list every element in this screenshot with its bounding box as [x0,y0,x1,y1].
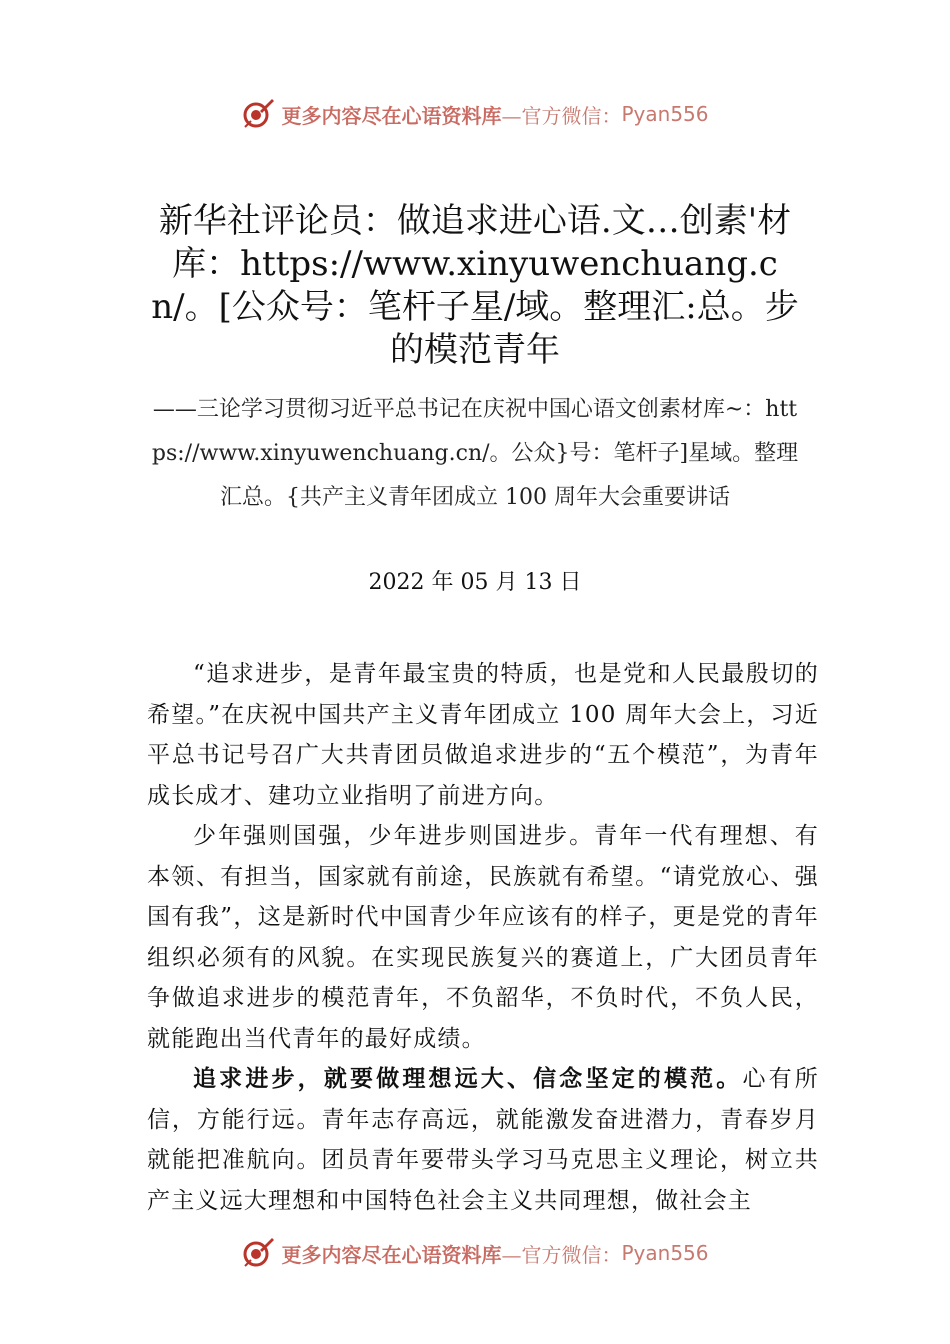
banner-wechat-label: —官方微信： [501,1242,622,1267]
paragraph-text: “追求进步，是青年最宝贵的特质，也是党和人民最殷切的希望。”在庆祝中国共产主义青年团成立 100 周年大会上，习近平总书记号召广大共青团员做追求进步的“五个模范”，为青年成长成才、建功立业指明了前进方向。 [147,661,819,809]
paragraph [147,816,819,1059]
paragraph-lead-sentence: 追求进步，就要做理想远大、信念坚定的模范。 [193,1066,743,1092]
article-subtitle: ——三论学习贯彻习近平总书记在庆祝中国心语文创素材库~：https://www.xinyuwenchuang.cn/。公众}号：笔杆子]星域。整理汇总。{共产主义青年团成立 100 周年大会重要讲话 [151,397,799,510]
banner-wechat-id: Pyan556 [621,102,709,126]
paragraph-text: 心有所信，方能行远。青年志存高远，就能激发奋进潜力，青春岁月就能把准航向。团员青年要带头学习马克思主义理论，树立共产主义远大理想和中国特色社会主义共同理想，做社会主 [147,1066,819,1214]
paragraph-text: 少年强则国强，少年进步则国进步。青年一代有理想、有本领、有担当，国家就有前途，民族就有希望。“请党放心、强国有我”，这是新时代中国青少年应该有的样子，更是党的青年组织必须有的风貌。在实现民族复兴的赛道上，广大团员青年争做追求进步的模范青年，不负韶华，不负时代，不负人民，就能跑出当代青年的最好成绩。 [147,823,819,1052]
banner-brand-text: 更多内容尽在心语资料库 [281,1242,502,1267]
banner-brand-text: 更多内容尽在心语资料库 [281,103,502,128]
article-body [147,654,819,1221]
paragraph [147,654,819,816]
header-watermark-banner [0,94,950,134]
article-title: 新华社评论员：做追求进心语.文…创素'材库：https://www.xinyuwenchuang.cn/。[公众号：笔杆子星/域。整理汇:总。步的模范青年 [151,201,799,370]
article-date: 2022 年 05 月 13 日 [368,570,582,595]
pen-logo-icon [241,97,275,131]
pen-logo-icon [241,1236,275,1270]
footer-watermark-banner [0,1233,950,1273]
banner-wechat-label: —官方微信： [501,103,622,128]
paragraph [147,1059,819,1221]
banner-wechat-id: Pyan556 [621,1241,709,1265]
